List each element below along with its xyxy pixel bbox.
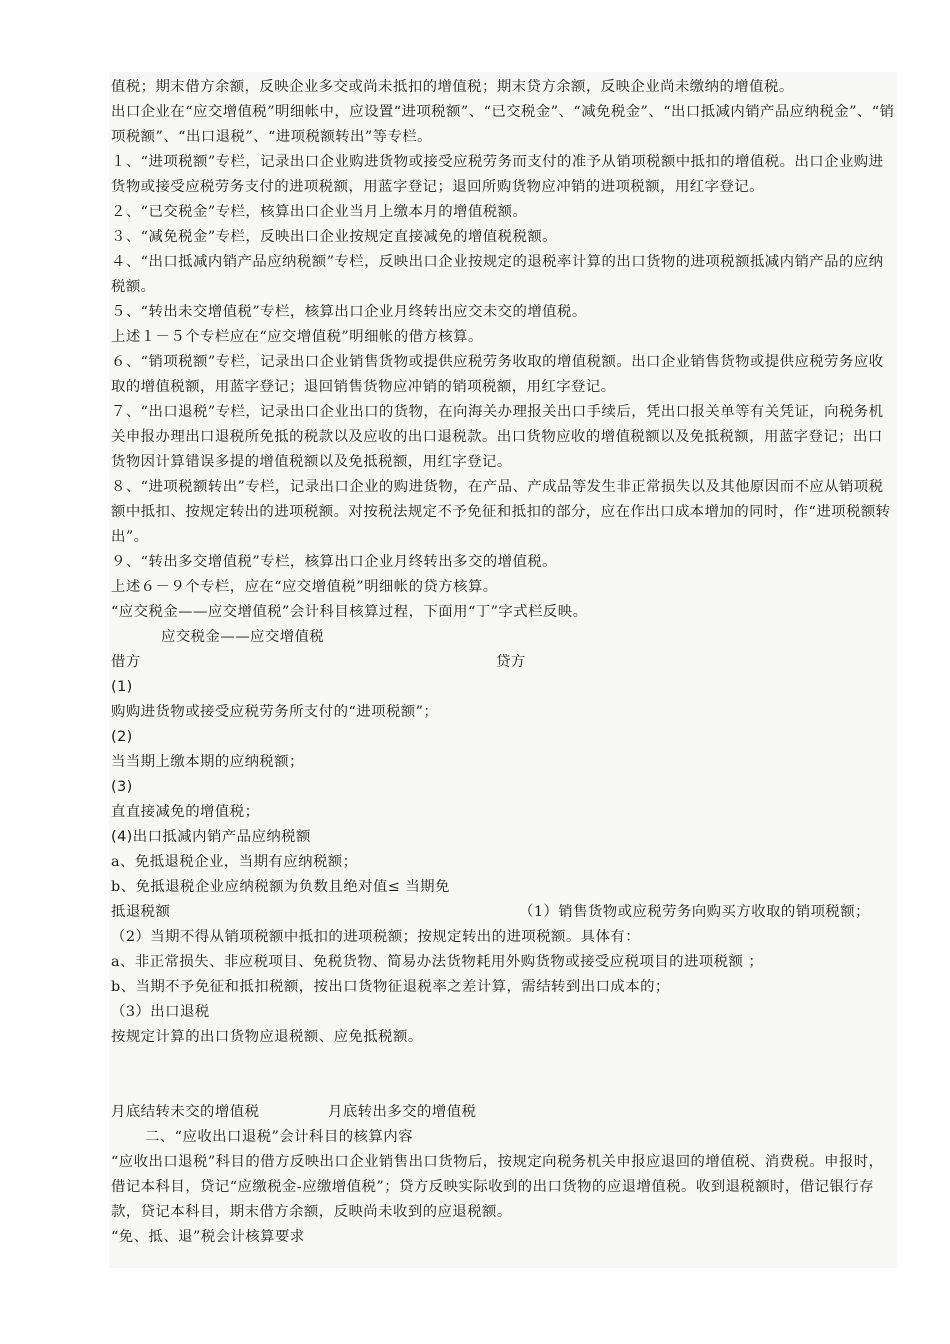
credit-item-3-text: 按规定计算的出口货物应退税额、应免抵税额。 — [111, 1029, 423, 1045]
credit-item-3: （3）出口退税 — [111, 1004, 210, 1020]
paragraph-credit-summary: 上述６－９个专栏，应在“应交增值税”明细帐的贷方核算。 — [111, 579, 498, 595]
debit-item-3-number: (3) — [111, 779, 133, 795]
paragraph-t-account-intro: “应交税金——应交增值税”会计科目核算过程，下面用“丁”字式栏反映。 — [111, 604, 588, 620]
debit-item-4 — [111, 825, 897, 850]
paragraph-line: 值税；期末借方余额，反映企业多交或尚未抵扣的增值税；期末贷方余额，反映企业尚未缴纳的增值税。 — [111, 79, 794, 95]
debit-item-4b-and-credit-item-1 — [111, 875, 897, 925]
paragraph-item-5: ５、“转出未交增值税”专栏，核算出口企业月终转出应交未交的增值税。 — [111, 304, 587, 320]
t-account-title: 应交税金——应交增值税 — [161, 629, 325, 645]
paragraph-item-9: ９、“转出多交增值税”专栏，核算出口企业月终转出多交的增值税。 — [111, 554, 557, 570]
debit-label: 借方 — [111, 654, 141, 670]
debit-item-4b: b、免抵退税企业应纳税额为负数且绝对值≤ 当期免抵退税额 — [111, 879, 450, 920]
debit-item-2-text: 当当期上缴本期的应纳税额； — [111, 754, 304, 770]
paragraph-item-3: ３、“减免税金”专栏，反映出口企业按规定直接减免的增值税税额。 — [111, 229, 557, 245]
t-account-footer — [111, 1100, 897, 1125]
debit-item-1-number: (1) — [111, 679, 133, 695]
paragraph-debit-summary: 上述１－５个专栏应在“应交增值税”明细帐的借方核算。 — [111, 329, 483, 345]
debit-item-4-text: 出口抵减内销产品应纳税额 — [132, 829, 311, 845]
debit-item-2-number: (2) — [111, 729, 133, 745]
document-body — [111, 75, 897, 1250]
t-account-header — [111, 650, 897, 675]
footer-credit: 月底转出多交的增值税 — [328, 1104, 477, 1120]
debit-item-4a: a、免抵退税企业，当期有应纳税额； — [111, 854, 358, 870]
credit-item-2b: b、当期不予免征和抵扣税额，按出口货物征退税率之差计算，需结转到出口成本的； — [111, 979, 670, 995]
credit-item-2: （2）当期不得从销项税额中抵扣的进项税额；按规定转出的进项税额。具体有： — [111, 929, 641, 945]
paragraph-item-4: ４、“出口抵减内销产品应纳税额”专栏，反映出口企业按规定的退税率计算的出口货物的进项税额抵减内销产品的应纳税额。 — [111, 254, 884, 295]
section-2-heading: 二、“应收出口退税”会计科目的核算内容 — [145, 1129, 413, 1145]
section-2-body: “应收出口退税”科目的借方反映出口企业销售出口货物后，按规定向税务机关申报应退回的增值税、消费税。申报时，借记本科目，贷记“应缴税金-应缴增值税”；贷方反映实际收到的出口货物的应退增值税。收到退税额时，借记银行存款，贷记本科目，期末借方余额，反映尚未收到的应退税额。 — [111, 1154, 884, 1220]
paragraph-item-7: ７、“出口退税”专栏，记录出口企业出口的货物，在向海关办理报关出口手续后，凭出口报关单等有关凭证，向税务机关申报办理出口退税所免抵的税款以及应收的出口退税款。出口货物应收的增值税额以及免抵税额，用蓝字登记；出口货物因计算错误多提的增值税额以及免抵税额，用红字登记。 — [111, 404, 884, 470]
credit-label: 贷方 — [496, 654, 526, 670]
paragraph-item-8: ８、“进项税额转出”专栏，记录出口企业的购进货物，在产品、产成品等发生非正常损失以及其他原因而不应从销项税额中抵扣、按规定转出的进项税额。对按税法规定不予免征和抵扣的部分，应在作出口成本增加的同时，作“进项税额转出”。 — [111, 479, 891, 545]
credit-item-1: （1）销售货物或应税劳务向购买方收取的销项税额； — [519, 904, 870, 920]
paragraph-export-account-columns: 出口企业在“应交增值税”明细帐中，应设置“进项税额”、“已交税金”、“减免税金”、“出口抵减内销产品应纳税金”、“销项税额”、“出口退税”、“进项税额转出”等专栏。 — [111, 104, 895, 145]
paragraph-item-1: １、“进项税额”专栏，记录出口企业购进货物或接受应税劳务而支付的准予从销项税额中抵扣的增值税。出口企业购进货物或接受应税劳务支付的进项税额，用蓝字登记；退回所购货物应冲销的进项税额，用红字登记。 — [111, 154, 884, 195]
footer-debit: 月底结转未交的增值税 — [111, 1104, 260, 1120]
debit-item-4-number: (4) — [111, 829, 133, 845]
paragraph-item-6: ６、“销项税额”专栏，记录出口企业销售货物或提供应税劳务收取的增值税额。出口企业销售货物或提供应税劳务应收取的增值税额，用蓝字登记；退回销售货物应冲销的销项税额，用红字登记。 — [111, 354, 884, 395]
paragraph-item-2: ２、“已交税金”专栏，核算出口企业当月上缴本月的增值税额。 — [111, 204, 528, 220]
section-2-requirement: “免、抵、退”税会计核算要求 — [111, 1229, 305, 1245]
debit-item-3-text: 直直接减免的增值税； — [111, 804, 260, 820]
debit-item-1-text: 购购进货物或接受应税劳务所支付的“进项税额”； — [111, 704, 439, 720]
credit-item-2a: a、非正常损失、非应税项目、免税货物、简易办法货物耗用外购货物或接受应税项目的进项税额 ； — [111, 954, 764, 970]
